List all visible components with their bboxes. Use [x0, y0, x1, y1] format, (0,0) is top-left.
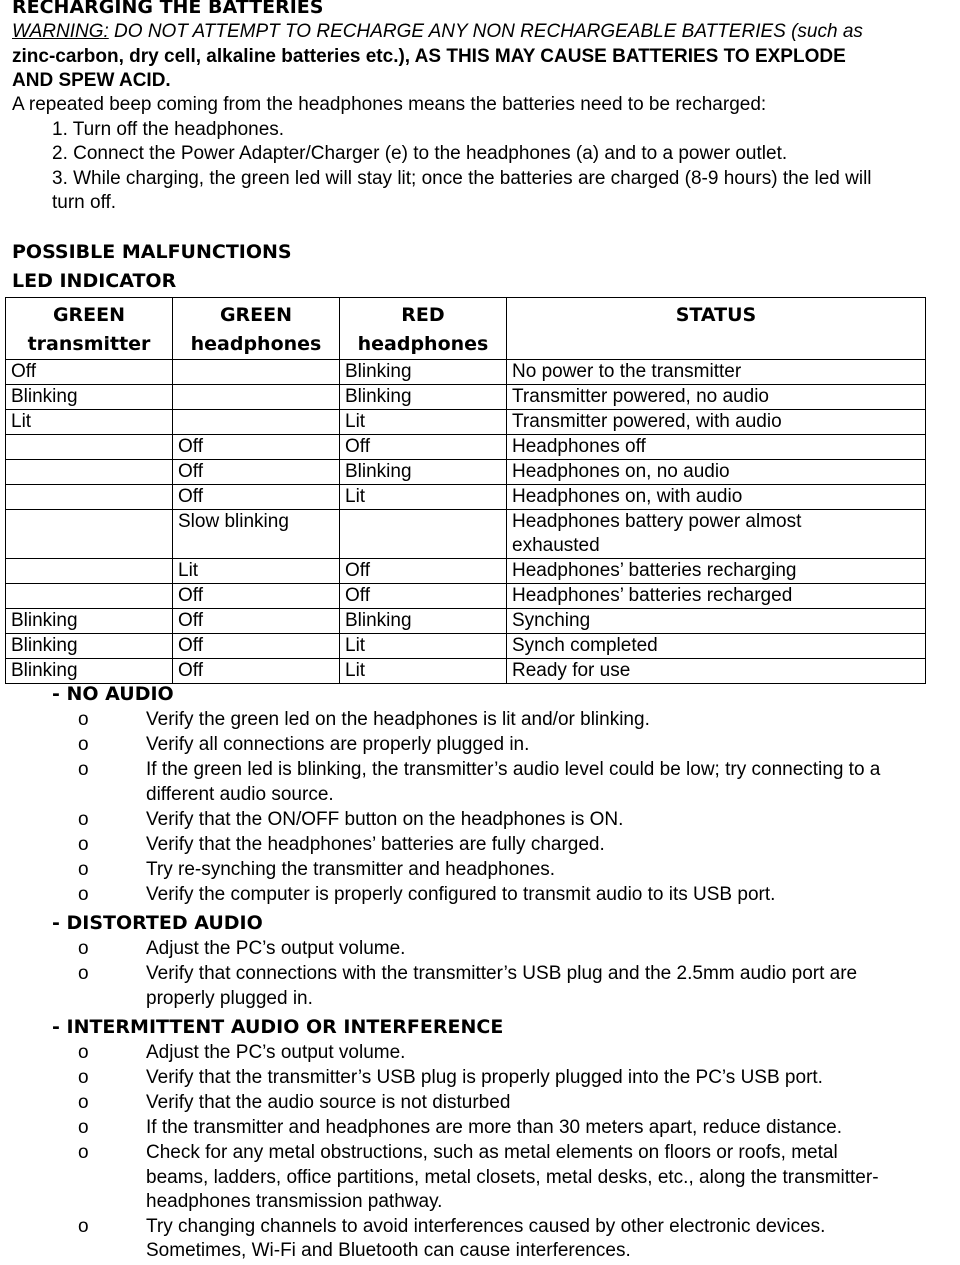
list-item: Adjust the PC’s output volume. — [146, 938, 406, 959]
table-row — [6, 634, 926, 659]
cell-status: Headphones’ batteries recharged — [507, 584, 926, 609]
cell-red-headphones — [340, 510, 507, 559]
cell-status: Ready for use — [507, 659, 926, 684]
cell-green-transmitter: Blinking — [6, 609, 173, 634]
cell-green-headphones: Off — [173, 584, 340, 609]
recharge-step-2: 2. Connect the Power Adapter/Charger (e) to the headphones (a) and to a power outlet. — [52, 143, 788, 164]
table-header-row — [6, 298, 926, 360]
cell-green-transmitter — [6, 460, 173, 485]
led-indicator-title: LED INDICATOR — [12, 270, 177, 292]
bullet-marker: o — [78, 834, 89, 855]
list-item: Verify that the audio source is not disturbed — [146, 1092, 511, 1113]
bullet-marker: o — [78, 1092, 89, 1113]
cell-red-headphones: Off — [340, 584, 507, 609]
cell-green-headphones: Lit — [173, 559, 340, 584]
cell-status: No power to the transmitter — [507, 360, 926, 385]
cell-green-headphones — [173, 410, 340, 435]
bullet-marker: o — [78, 938, 89, 959]
bullet-marker: o — [78, 809, 89, 830]
header-green-transmitter: GREEN transmitter — [6, 298, 173, 360]
bullet-marker: o — [78, 884, 89, 905]
recharging-title: RECHARGING THE BATTERIES — [12, 0, 324, 18]
cell-green-transmitter: Blinking — [6, 634, 173, 659]
cell-status: Synching — [507, 609, 926, 634]
cell-green-headphones: Off — [173, 609, 340, 634]
cell-red-headphones: Blinking — [340, 460, 507, 485]
warning-text-1: DO NOT ATTEMPT TO RECHARGE ANY NON RECHARGEABLE BATTERIES (such as — [108, 21, 863, 42]
cell-red-headphones: Blinking — [340, 385, 507, 410]
list-item: Verify the green led on the headphones is lit and/or blinking. — [146, 709, 650, 730]
list-item: Try changing channels to avoid interferences caused by other electronic devices. — [146, 1216, 826, 1237]
warning-line-1 — [12, 20, 863, 44]
list-item: properly plugged in. — [146, 988, 313, 1009]
bullet-marker: o — [78, 1067, 89, 1088]
cell-status: Headphones on, with audio — [507, 485, 926, 510]
cell-red-headphones: Blinking — [340, 360, 507, 385]
list-item: Check for any metal obstructions, such as metal elements on floors or roofs, metal — [146, 1142, 838, 1163]
list-item: Verify that the transmitter’s USB plug is properly plugged into the PC’s USB port. — [146, 1067, 823, 1088]
cell-red-headphones: Lit — [340, 659, 507, 684]
recharge-step-3: 3. While charging, the green led will stay lit; once the batteries are charged (8-9 hours) the led will — [52, 168, 872, 189]
table-row — [6, 559, 926, 584]
warning-label: WARNING: — [12, 21, 109, 42]
list-item: beams, ladders, office partitions, metal closets, metal desks, etc., along the transmitter- — [146, 1167, 879, 1188]
distorted-audio-title: - DISTORTED AUDIO — [52, 912, 263, 934]
table-row — [6, 659, 926, 684]
malfunctions-title: POSSIBLE MALFUNCTIONS — [12, 241, 292, 263]
cell-green-headphones: Off — [173, 634, 340, 659]
warning-line-2: zinc-carbon, dry cell, alkaline batteries etc.), AS THIS MAY CAUSE BATTERIES TO EXPLODE — [12, 46, 846, 67]
cell-green-transmitter — [6, 559, 173, 584]
led-indicator-table — [5, 297, 926, 684]
cell-status: Headphones on, no audio — [507, 460, 926, 485]
recharge-step-1: 1. Turn off the headphones. — [52, 119, 285, 140]
list-item: Try re-synching the transmitter and headphones. — [146, 859, 556, 880]
cell-green-transmitter: Blinking — [6, 659, 173, 684]
table-row — [6, 460, 926, 485]
bullet-marker: o — [78, 709, 89, 730]
cell-green-headphones — [173, 360, 340, 385]
bullet-marker: o — [78, 1042, 89, 1063]
cell-green-headphones: Off — [173, 460, 340, 485]
list-item: If the green led is blinking, the transmitter’s audio level could be low; try connecting to a — [146, 759, 881, 780]
cell-green-transmitter: Lit — [6, 410, 173, 435]
cell-red-headphones: Blinking — [340, 609, 507, 634]
list-item: Verify the computer is properly configured to transmit audio to its USB port. — [146, 884, 776, 905]
cell-green-headphones — [173, 385, 340, 410]
recharge-intro: A repeated beep coming from the headphones means the batteries need to be recharged: — [12, 94, 767, 115]
bullet-marker: o — [78, 859, 89, 880]
cell-red-headphones: Lit — [340, 410, 507, 435]
table-row — [6, 385, 926, 410]
header-green-headphones: GREEN headphones — [173, 298, 340, 360]
bullet-marker: o — [78, 734, 89, 755]
table-row — [6, 435, 926, 460]
cell-green-transmitter: Off — [6, 360, 173, 385]
cell-green-headphones: Off — [173, 485, 340, 510]
recharge-step-3-cont: turn off. — [52, 192, 117, 213]
bullet-marker: o — [78, 759, 89, 780]
bullet-marker: o — [78, 1216, 89, 1237]
cell-green-headphones: Off — [173, 435, 340, 460]
cell-green-headphones: Slow blinking — [173, 510, 340, 559]
cell-green-headphones: Off — [173, 659, 340, 684]
table-row — [6, 485, 926, 510]
cell-status: Transmitter powered, with audio — [507, 410, 926, 435]
cell-status: Transmitter powered, no audio — [507, 385, 926, 410]
header-status: STATUS — [507, 298, 926, 360]
list-item: Verify that the headphones’ batteries are fully charged. — [146, 834, 605, 855]
table-row — [6, 609, 926, 634]
table-row — [6, 584, 926, 609]
cell-status: Headphones’ batteries recharging — [507, 559, 926, 584]
table-row — [6, 360, 926, 385]
header-red-headphones: RED headphones — [340, 298, 507, 360]
warning-line-3: AND SPEW ACID. — [12, 70, 171, 91]
cell-status: Headphones off — [507, 435, 926, 460]
list-item: Sometimes, Wi-Fi and Bluetooth can cause interferences. — [146, 1240, 631, 1261]
table-row — [6, 410, 926, 435]
cell-green-transmitter — [6, 584, 173, 609]
list-item: If the transmitter and headphones are more than 30 meters apart, reduce distance. — [146, 1117, 843, 1138]
bullet-marker: o — [78, 963, 89, 984]
cell-green-transmitter — [6, 435, 173, 460]
cell-green-transmitter — [6, 510, 173, 559]
intermittent-audio-title: - INTERMITTENT AUDIO OR INTERFERENCE — [52, 1016, 504, 1038]
list-item: Verify all connections are properly plugged in. — [146, 734, 530, 755]
table-row — [6, 510, 926, 559]
cell-red-headphones: Lit — [340, 485, 507, 510]
cell-red-headphones: Off — [340, 435, 507, 460]
cell-status: Headphones battery power almost exhausted — [507, 510, 926, 559]
list-item: Verify that the ON/OFF button on the headphones is ON. — [146, 809, 624, 830]
bullet-marker: o — [78, 1117, 89, 1138]
cell-red-headphones: Lit — [340, 634, 507, 659]
bullet-marker: o — [78, 1142, 89, 1163]
list-item: headphones transmission pathway. — [146, 1191, 443, 1212]
no-audio-title: - NO AUDIO — [52, 683, 174, 705]
cell-green-transmitter: Blinking — [6, 385, 173, 410]
cell-status: Synch completed — [507, 634, 926, 659]
cell-red-headphones: Off — [340, 559, 507, 584]
list-item: different audio source. — [146, 784, 334, 805]
cell-green-transmitter — [6, 485, 173, 510]
list-item: Adjust the PC’s output volume. — [146, 1042, 406, 1063]
list-item: Verify that connections with the transmitter’s USB plug and the 2.5mm audio port are — [146, 963, 858, 984]
